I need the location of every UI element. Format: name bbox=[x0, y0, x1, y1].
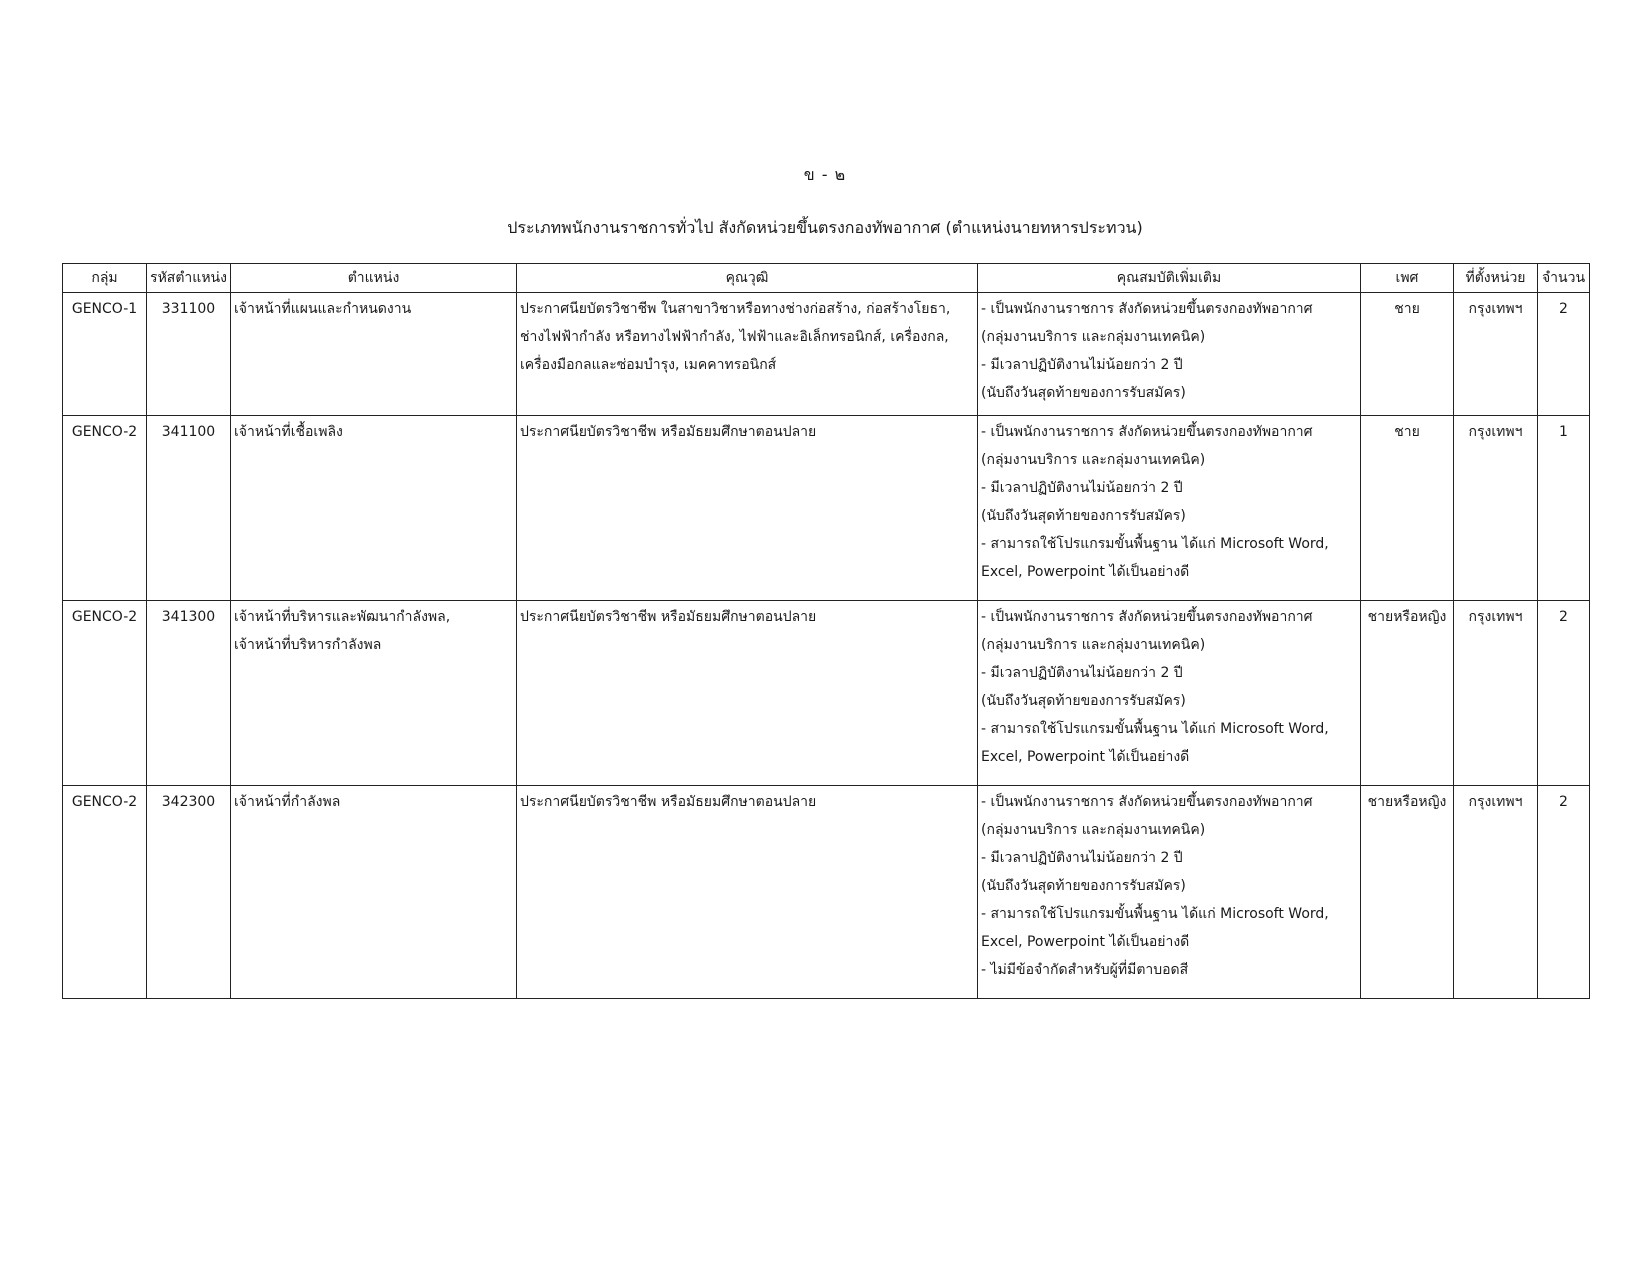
cell-qualification bbox=[517, 786, 978, 999]
header-additional: คุณสมบัติเพิ่มเติม bbox=[978, 264, 1361, 293]
cell-qualification bbox=[517, 416, 978, 601]
additional-line: (นับถึงวันสุดท้ายของการรับสมัคร) bbox=[981, 385, 1186, 401]
qualification-line: ประกาศนียบัตรวิชาชีพ ในสาขาวิชาหรือทางช่างก่อสร้าง, ก่อสร้างโยธา, bbox=[520, 301, 951, 317]
cell-location: กรุงเทพฯ bbox=[1454, 786, 1538, 999]
table-row bbox=[63, 786, 1590, 999]
qualification-line: เครื่องมือกลและซ่อมบำรุง, เมคคาทรอนิกส์ bbox=[520, 357, 777, 373]
additional-line: (นับถึงวันสุดท้ายของการรับสมัคร) bbox=[981, 693, 1186, 709]
additional-line: (นับถึงวันสุดท้ายของการรับสมัคร) bbox=[981, 878, 1186, 894]
cell-gender: ชาย bbox=[1361, 293, 1454, 416]
additional-line: - มีเวลาปฏิบัติงานไม่น้อยกว่า 2 ปี bbox=[981, 850, 1183, 866]
additional-line: - มีเวลาปฏิบัติงานไม่น้อยกว่า 2 ปี bbox=[981, 357, 1183, 373]
additional-line: - สามารถใช้โปรแกรมขั้นพื้นฐาน ได้แก่ Microsoft Word, bbox=[981, 906, 1329, 922]
cell-code: 341300 bbox=[147, 601, 231, 786]
header-group: กลุ่ม bbox=[63, 264, 147, 293]
header-position: ตำแหน่ง bbox=[231, 264, 517, 293]
additional-line: - เป็นพนักงานราชการ สังกัดหน่วยขึ้นตรงกองทัพอากาศ bbox=[981, 794, 1313, 810]
table-row bbox=[63, 293, 1590, 416]
additional-line: (กลุ่มงานบริการ และกลุ่มงานเทคนิค) bbox=[981, 822, 1206, 838]
header-code: รหัสตำแหน่ง bbox=[147, 264, 231, 293]
cell-position bbox=[231, 416, 517, 601]
additional-line: - เป็นพนักงานราชการ สังกัดหน่วยขึ้นตรงกองทัพอากาศ bbox=[981, 301, 1313, 317]
qualification-line: ประกาศนียบัตรวิชาชีพ หรือมัธยมศึกษาตอนปลาย bbox=[520, 424, 817, 440]
additional-line: - เป็นพนักงานราชการ สังกัดหน่วยขึ้นตรงกองทัพอากาศ bbox=[981, 609, 1313, 625]
cell-group: GENCO-2 bbox=[63, 786, 147, 999]
document-title: ประเภทพนักงานราชการทั่วไป สังกัดหน่วยขึ้นตรงกองทัพอากาศ (ตำแหน่งนายทหารประทวน) bbox=[507, 218, 1143, 237]
header-qualification: คุณวุฒิ bbox=[517, 264, 978, 293]
cell-position bbox=[231, 786, 517, 999]
cell-position bbox=[231, 601, 517, 786]
table-header-row bbox=[63, 264, 1590, 293]
cell-group: GENCO-2 bbox=[63, 416, 147, 601]
additional-line: Excel, Powerpoint ได้เป็นอย่างดี bbox=[981, 749, 1190, 765]
additional-line: (กลุ่มงานบริการ และกลุ่มงานเทคนิค) bbox=[981, 329, 1206, 345]
qualification-line: ประกาศนียบัตรวิชาชีพ หรือมัธยมศึกษาตอนปลาย bbox=[520, 609, 817, 625]
additional-line: - สามารถใช้โปรแกรมขั้นพื้นฐาน ได้แก่ Microsoft Word, bbox=[981, 536, 1329, 552]
position-line: เจ้าหน้าที่บริหารกำลังพล bbox=[234, 637, 382, 653]
cell-code: 342300 bbox=[147, 786, 231, 999]
additional-line: - มีเวลาปฏิบัติงานไม่น้อยกว่า 2 ปี bbox=[981, 665, 1183, 681]
additional-line: (กลุ่มงานบริการ และกลุ่มงานเทคนิค) bbox=[981, 637, 1206, 653]
cell-additional bbox=[978, 416, 1361, 601]
cell-position bbox=[231, 293, 517, 416]
cell-gender: ชายหรือหญิง bbox=[1361, 601, 1454, 786]
positions-table bbox=[62, 263, 1590, 999]
additional-line: - เป็นพนักงานราชการ สังกัดหน่วยขึ้นตรงกองทัพอากาศ bbox=[981, 424, 1313, 440]
cell-gender: ชายหรือหญิง bbox=[1361, 786, 1454, 999]
cell-count: 1 bbox=[1538, 416, 1590, 601]
header-location: ที่ตั้งหน่วย bbox=[1454, 264, 1538, 293]
cell-group: GENCO-2 bbox=[63, 601, 147, 786]
cell-count: 2 bbox=[1538, 601, 1590, 786]
cell-qualification bbox=[517, 601, 978, 786]
table-row bbox=[63, 416, 1590, 601]
position-line: เจ้าหน้าที่กำลังพล bbox=[234, 794, 341, 810]
position-line: เจ้าหน้าที่แผนและกำหนดงาน bbox=[234, 301, 412, 317]
cell-additional bbox=[978, 293, 1361, 416]
cell-group: GENCO-1 bbox=[63, 293, 147, 416]
header-count: จำนวน bbox=[1538, 264, 1590, 293]
position-line: เจ้าหน้าที่เชื้อเพลิง bbox=[234, 424, 343, 440]
additional-line: (กลุ่มงานบริการ และกลุ่มงานเทคนิค) bbox=[981, 452, 1206, 468]
additional-line: Excel, Powerpoint ได้เป็นอย่างดี bbox=[981, 934, 1190, 950]
qualification-line: ประกาศนียบัตรวิชาชีพ หรือมัธยมศึกษาตอนปลาย bbox=[520, 794, 817, 810]
page-number: ข - ๒ bbox=[803, 165, 847, 184]
table-row bbox=[63, 601, 1590, 786]
cell-count: 2 bbox=[1538, 293, 1590, 416]
cell-gender: ชาย bbox=[1361, 416, 1454, 601]
position-line: เจ้าหน้าที่บริหารและพัฒนากำลังพล, bbox=[234, 609, 451, 625]
cell-location: กรุงเทพฯ bbox=[1454, 416, 1538, 601]
additional-line: - สามารถใช้โปรแกรมขั้นพื้นฐาน ได้แก่ Microsoft Word, bbox=[981, 721, 1329, 737]
cell-location: กรุงเทพฯ bbox=[1454, 293, 1538, 416]
cell-additional bbox=[978, 601, 1361, 786]
cell-location: กรุงเทพฯ bbox=[1454, 601, 1538, 786]
qualification-line: ช่างไฟฟ้ากำลัง หรือทางไฟฟ้ากำลัง, ไฟฟ้าและอิเล็กทรอนิกส์, เครื่องกล, bbox=[520, 329, 949, 345]
additional-line: (นับถึงวันสุดท้ายของการรับสมัคร) bbox=[981, 508, 1186, 524]
additional-line: - ไม่มีข้อจำกัดสำหรับผู้ที่มีตาบอดสี bbox=[981, 962, 1189, 978]
cell-count: 2 bbox=[1538, 786, 1590, 999]
cell-additional bbox=[978, 786, 1361, 999]
cell-qualification bbox=[517, 293, 978, 416]
header-gender: เพศ bbox=[1361, 264, 1454, 293]
additional-line: Excel, Powerpoint ได้เป็นอย่างดี bbox=[981, 564, 1190, 580]
cell-code: 341100 bbox=[147, 416, 231, 601]
additional-line: - มีเวลาปฏิบัติงานไม่น้อยกว่า 2 ปี bbox=[981, 480, 1183, 496]
cell-code: 331100 bbox=[147, 293, 231, 416]
